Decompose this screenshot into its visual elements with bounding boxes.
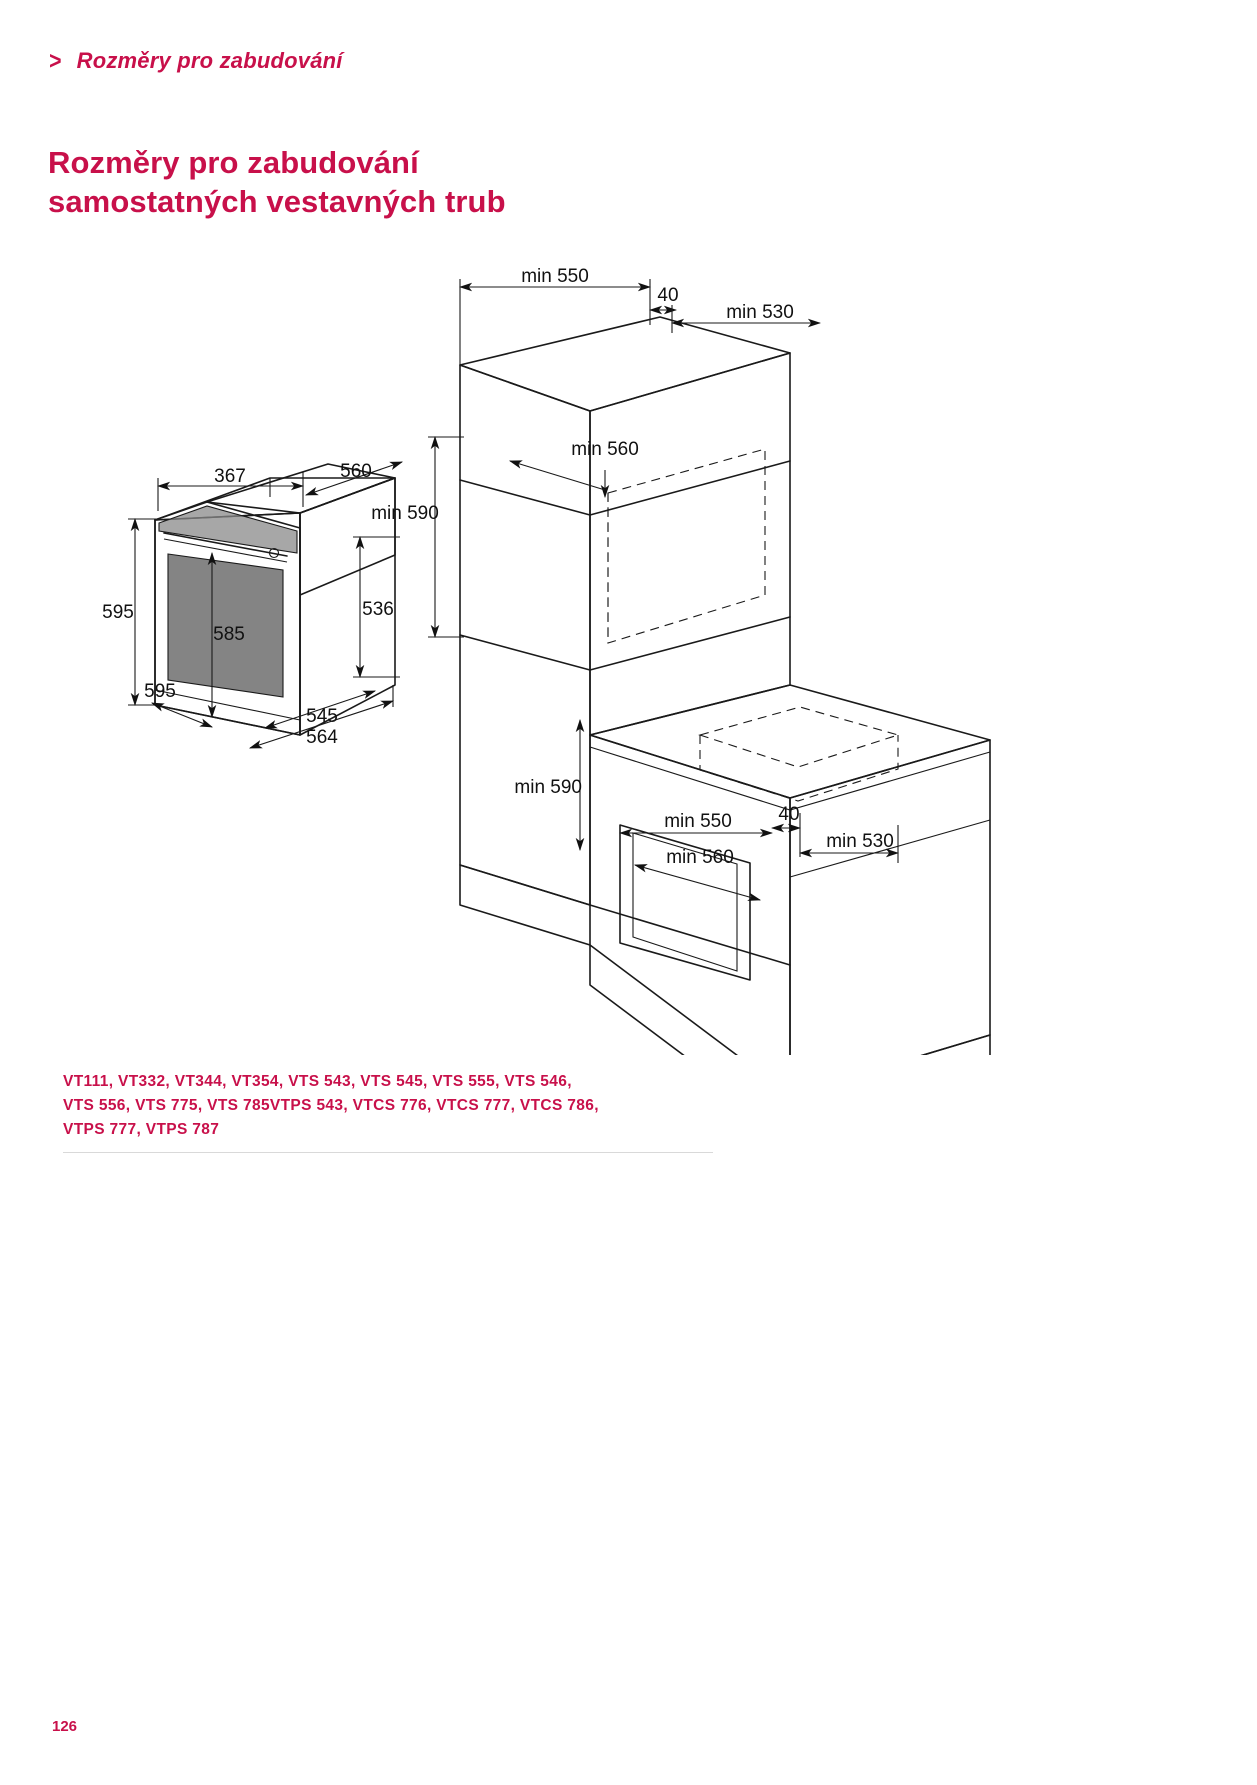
dim-536: 536	[362, 599, 394, 620]
dim-top-40: 40	[657, 285, 679, 306]
caption-divider	[63, 1152, 713, 1153]
dim-367: 367	[214, 466, 246, 487]
dim-bottom-min-530: min 530	[826, 831, 894, 852]
model-list-caption	[63, 1070, 723, 1142]
dim-bottom-min-550: min 550	[664, 811, 732, 832]
dim-top-min-560: min 560	[571, 439, 639, 460]
dim-bottom-40: 40	[778, 804, 800, 825]
dim-585: 585	[213, 624, 245, 645]
running-head-label: Rozměry pro zabudování	[76, 48, 343, 73]
dim-top-min-590: min 590	[371, 503, 439, 524]
dim-560-depth: 560	[340, 461, 372, 482]
model-list-line3: VTPS 777, VTPS 787	[63, 1121, 220, 1139]
page-title-line1: Rozměry pro zabudování	[48, 144, 419, 180]
dim-top-min-550: min 550	[521, 266, 589, 287]
chevron-right-icon: >	[49, 46, 62, 75]
cabinet-drawing	[460, 317, 990, 1055]
dim-564: 564	[306, 727, 338, 748]
dim-bottom-min-560: min 560	[666, 847, 734, 868]
installation-dimensions-figure	[60, 265, 1190, 1055]
page-title-line2: samostatných vestavných trub	[48, 184, 506, 220]
model-list-line1: VT111, VT332, VT344, VT354, VTS 543, VTS 545, VTS 555, VTS 546,	[63, 1073, 572, 1090]
dim-bottom-min-590: min 590	[514, 777, 582, 798]
oven-unit-drawing	[155, 464, 395, 735]
dim-595-height: 595	[102, 602, 134, 623]
dim-595-front-width: 595	[144, 681, 176, 702]
cabinet-dimension-annotations	[371, 266, 898, 900]
model-list-line2: VTS 556, VTS 775, VTS 785VTPS 543, VTCS 776, VTCS 777, VTCS 786,	[63, 1097, 599, 1115]
running-head	[48, 48, 343, 74]
dim-545: 545	[306, 706, 338, 727]
page-number: 126	[52, 1718, 78, 1735]
page-title	[48, 143, 768, 222]
dim-top-min-530: min 530	[726, 302, 794, 323]
